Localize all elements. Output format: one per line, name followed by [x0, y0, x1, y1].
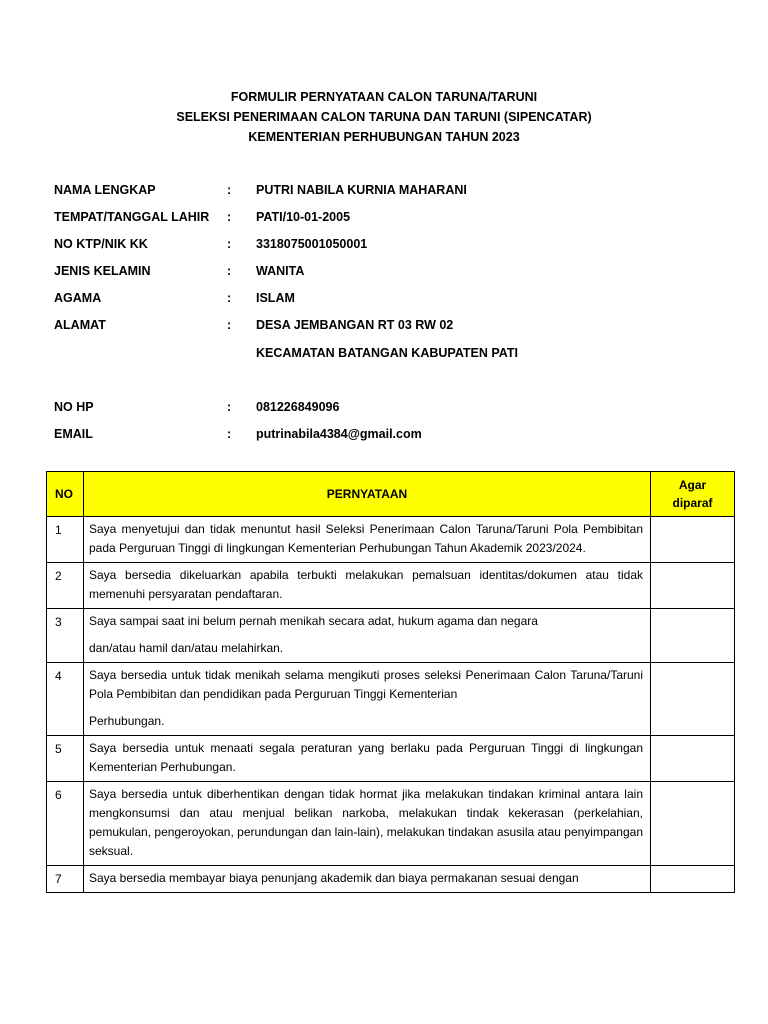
field-value-line-1: DESA JEMBANGAN RT 03 RW 02	[256, 318, 454, 332]
initial-cell[interactable]	[651, 609, 735, 663]
statement-text: Saya bersedia dikeluarkan apabila terbukti melakukan pemalsuan identitas/dokumen atau tidak memenuhi persyaratan pendaftaran.	[84, 563, 651, 609]
field-colon: :	[227, 400, 232, 414]
field-value: 3318075001050001	[256, 237, 368, 251]
table-row	[47, 563, 735, 609]
column-header-pernyataan: PERNYATAAN	[84, 472, 651, 517]
field-label: ALAMAT	[54, 318, 106, 332]
statement-text-part-1: Saya bersedia untuk tidak menikah selama mengikuti proses seleksi Penerimaan Calon Taruna/Taruni Pola Pembibitan dan pendidikan pada Perguruan Tinggi Kementerian	[89, 668, 643, 701]
field-colon: :	[227, 264, 232, 278]
field-colon: :	[227, 318, 232, 332]
field-label: NO KTP/NIK KK	[54, 237, 148, 251]
field-colon: :	[227, 427, 232, 441]
statement-text: Saya bersedia untuk diberhentikan dengan tidak hormat jika melakukan tindakan kriminal antara lain mengkonsumsi dan atau menjual belikan narkoba, melakukan tindak kekerasan (perkelahian, pemukulan, pengeroyokan, perundungan dan lain-lain), melakukan tindakan asusila atau penyimpangan seksual.	[84, 782, 651, 866]
field-colon: :	[227, 291, 232, 305]
table-row	[47, 517, 735, 563]
initial-cell[interactable]	[651, 563, 735, 609]
table-row	[47, 866, 735, 893]
field-value-line-2: KECAMATAN BATANGAN KABUPATEN PATI	[256, 346, 519, 360]
statement-text-part-2: Perhubungan.	[89, 714, 165, 728]
form-title-line-3: KEMENTERIAN PERHUBUNGAN TAHUN 2023	[248, 130, 520, 144]
table-header-row	[47, 472, 735, 517]
field-label: NO HP	[54, 400, 94, 414]
field-value: 081226849096	[256, 400, 340, 414]
row-number: 7	[47, 866, 84, 893]
field-colon: :	[227, 183, 232, 197]
table-row	[47, 663, 735, 736]
statement-text: Saya menyetujui dan tidak menuntut hasil Seleksi Penerimaan Calon Taruna/Taruni Pola Pembibitan pada Perguruan Tinggi di lingkungan Kementerian Perhubungan Tahun Akademik 2023/2024.	[84, 517, 651, 563]
table-row	[47, 736, 735, 782]
statement-text	[84, 663, 651, 736]
field-value: PATI/10-01-2005	[256, 210, 351, 224]
table-row	[47, 782, 735, 866]
paraf-header-line-2: diparaf	[672, 496, 713, 510]
statement-text: Saya bersedia membayar biaya penunjang akademik dan biaya permakanan sesuai dengan	[84, 866, 651, 893]
paraf-header-line-1: Agar	[678, 478, 707, 492]
row-number: 1	[47, 517, 84, 563]
row-number: 6	[47, 782, 84, 866]
field-value: putrinabila4384@gmail.com	[256, 427, 422, 441]
table-row	[47, 609, 735, 663]
statement-text-part-1: Saya sampai saat ini belum pernah menikah secara adat, hukum agama dan negara	[89, 614, 538, 628]
column-header-paraf	[651, 472, 735, 517]
statement-text	[84, 609, 651, 663]
row-number: 4	[47, 663, 84, 736]
field-label: AGAMA	[54, 291, 102, 305]
form-title-line-1: FORMULIR PERNYATAAN CALON TARUNA/TARUNI	[230, 90, 538, 104]
field-label: TEMPAT/TANGGAL LAHIR	[54, 210, 210, 224]
row-number: 3	[47, 609, 84, 663]
field-value: WANITA	[256, 264, 305, 278]
field-label: JENIS KELAMIN	[54, 264, 151, 278]
column-header-no: NO	[47, 472, 84, 517]
field-value: ISLAM	[256, 291, 295, 305]
field-value: PUTRI NABILA KURNIA MAHARANI	[256, 183, 467, 197]
field-label: NAMA LENGKAP	[54, 183, 156, 197]
field-label: EMAIL	[54, 427, 93, 441]
initial-cell[interactable]	[651, 866, 735, 893]
statement-text: Saya bersedia untuk menaati segala peraturan yang berlaku pada Perguruan Tinggi di lingkungan Kementerian Perhubungan.	[84, 736, 651, 782]
initial-cell[interactable]	[651, 663, 735, 736]
initial-cell[interactable]	[651, 736, 735, 782]
initial-cell[interactable]	[651, 782, 735, 866]
row-number: 2	[47, 563, 84, 609]
field-colon: :	[227, 210, 232, 224]
statement-text-part-2: dan/atau hamil dan/atau melahirkan.	[89, 641, 284, 655]
form-title-line-2: SELEKSI PENERIMAAN CALON TARUNA DAN TARUNI (SIPENCATAR)	[176, 110, 592, 124]
field-colon: :	[227, 237, 232, 251]
initial-cell[interactable]	[651, 517, 735, 563]
statement-table	[46, 471, 735, 893]
row-number: 5	[47, 736, 84, 782]
